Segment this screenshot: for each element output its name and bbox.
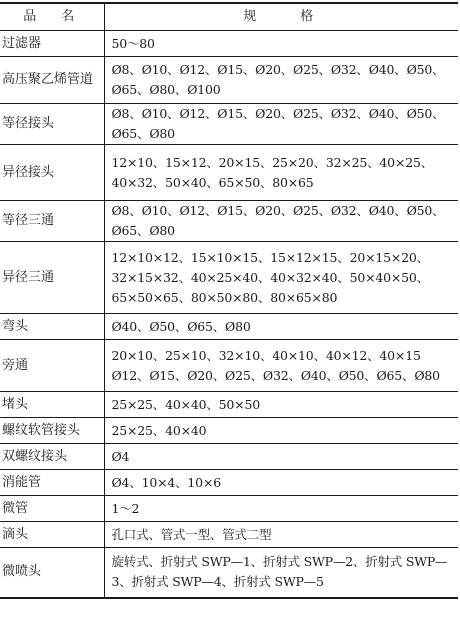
row-name: 等径接头 (0, 104, 104, 145)
table-row (0, 392, 458, 418)
row-spec: Ø4 (104, 444, 458, 470)
header-spec: 规 格 (104, 3, 458, 31)
table-row (0, 418, 458, 444)
row-name: 过滤器 (0, 31, 104, 57)
row-name: 微管 (0, 496, 104, 522)
row-name: 滴头 (0, 522, 104, 548)
row-spec: 25×25、40×40 (104, 418, 458, 444)
row-spec: Ø8、Ø10、Ø12、Ø15、Ø20、Ø25、Ø32、Ø40、Ø50、Ø65、Ø80、Ø100 (104, 57, 458, 104)
row-name: 等径三通 (0, 201, 104, 242)
header-name: 品 名 (0, 3, 104, 31)
row-name: 双螺纹接头 (0, 444, 104, 470)
header-row (0, 3, 458, 31)
row-name: 螺纹软管接头 (0, 418, 104, 444)
spec-table-container (0, 2, 458, 599)
row-spec: Ø8、Ø10、Ø12、Ø15、Ø20、Ø25、Ø32、Ø40、Ø50、Ø65、Ø80 (104, 201, 458, 242)
row-spec: Ø8、Ø10、Ø12、Ø15、Ø20、Ø25、Ø32、Ø40、Ø50、Ø65、Ø80 (104, 104, 458, 145)
row-spec: 25×25、40×40、50×50 (104, 392, 458, 418)
table-row (0, 104, 458, 145)
row-name: 高压聚乙烯管道 (0, 57, 104, 104)
row-spec: 12×10×12、15×10×15、15×12×15、20×15×20、32×15×32、40×25×40、40×32×40、50×40×50、65×50×65、80×50×80、80×65×80 (104, 242, 458, 314)
row-name: 消能管 (0, 470, 104, 496)
table-row (0, 548, 458, 598)
row-spec: 50～80 (104, 31, 458, 57)
spec-table (0, 2, 458, 599)
table-row (0, 522, 458, 548)
row-spec: 12×10、15×12、20×15、25×20、32×25、40×25、40×32、50×40、65×50、80×65 (104, 145, 458, 201)
table-row (0, 444, 458, 470)
table-row (0, 340, 458, 392)
row-name: 异径接头 (0, 145, 104, 201)
table-row (0, 242, 458, 314)
table-row (0, 145, 458, 201)
table-row (0, 57, 458, 104)
row-spec: 1～2 (104, 496, 458, 522)
row-spec: 20×10、25×10、32×10、40×10、40×12、40×15 Ø12、Ø15、Ø20、Ø25、Ø32、Ø40、Ø50、Ø65、Ø80 (104, 340, 458, 392)
table-row (0, 470, 458, 496)
row-name: 堵头 (0, 392, 104, 418)
row-spec: Ø4、10×4、10×6 (104, 470, 458, 496)
row-name: 微喷头 (0, 548, 104, 598)
table-row (0, 201, 458, 242)
row-spec: Ø40、Ø50、Ø65、Ø80 (104, 314, 458, 340)
table-row (0, 31, 458, 57)
row-spec: 旋转式、折射式 SWP—1、折射式 SWP—2、折射式 SWP—3、折射式 SWP—4、折射式 SWP—5 (104, 548, 458, 598)
row-name: 弯头 (0, 314, 104, 340)
row-name: 旁通 (0, 340, 104, 392)
row-name: 异径三通 (0, 242, 104, 314)
row-spec: 孔口式、管式一型、管式二型 (104, 522, 458, 548)
table-row (0, 496, 458, 522)
table-row (0, 314, 458, 340)
